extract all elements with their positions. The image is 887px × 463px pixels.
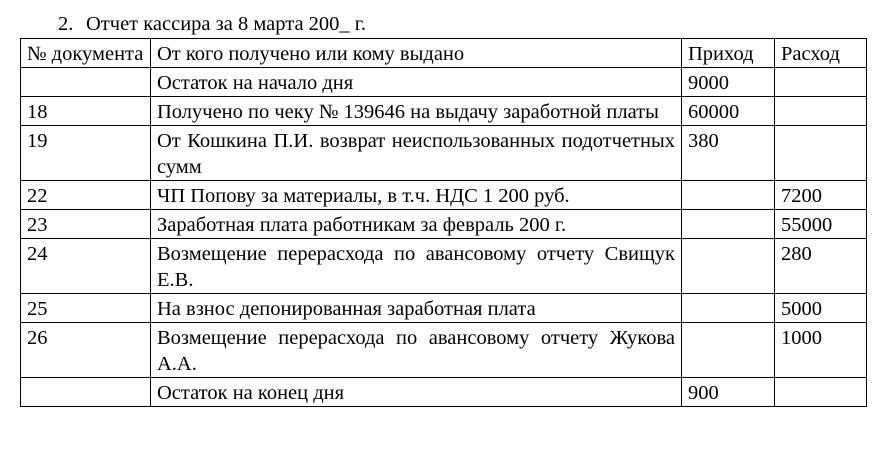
cell-income bbox=[682, 323, 775, 378]
cell-description: Остаток на начало дня bbox=[151, 68, 682, 97]
header-description: От кого получено или кому выдано bbox=[151, 39, 682, 68]
table-row bbox=[21, 378, 867, 407]
cell-income bbox=[682, 239, 775, 294]
cell-description: От Кошкина П.И. возврат неиспользованных подотчетных сумм bbox=[151, 126, 682, 181]
cell-doc: 25 bbox=[21, 294, 151, 323]
cell-description: На взнос депонированная заработная плата bbox=[151, 294, 682, 323]
table-row bbox=[21, 323, 867, 378]
header-income: Приход bbox=[682, 39, 775, 68]
cell-income bbox=[682, 210, 775, 239]
cell-doc: 23 bbox=[21, 210, 151, 239]
cell-expense bbox=[775, 126, 867, 181]
header-expense: Расход bbox=[775, 39, 867, 68]
cell-income: 900 bbox=[682, 378, 775, 407]
cell-income: 60000 bbox=[682, 97, 775, 126]
cell-description: ЧП Попову за материалы, в т.ч. НДС 1 200 руб. bbox=[151, 181, 682, 210]
cell-expense: 1000 bbox=[775, 323, 867, 378]
cell-expense: 280 bbox=[775, 239, 867, 294]
table-row bbox=[21, 239, 867, 294]
heading-number: 2. bbox=[58, 13, 74, 35]
header-doc-number: № документа bbox=[21, 39, 151, 68]
table-row bbox=[21, 126, 867, 181]
cell-expense: 7200 bbox=[775, 181, 867, 210]
cell-doc: 24 bbox=[21, 239, 151, 294]
cell-income: 380 bbox=[682, 126, 775, 181]
cell-expense: 55000 bbox=[775, 210, 867, 239]
cell-expense: 5000 bbox=[775, 294, 867, 323]
table-row bbox=[21, 181, 867, 210]
cell-doc: 26 bbox=[21, 323, 151, 378]
table-row bbox=[21, 68, 867, 97]
cell-income bbox=[682, 294, 775, 323]
table-row bbox=[21, 210, 867, 239]
cell-expense bbox=[775, 68, 867, 97]
cell-income bbox=[682, 181, 775, 210]
cell-description: Получено по чеку № 139646 на выдачу заработной платы bbox=[151, 97, 682, 126]
heading-title: Отчет кассира за 8 марта 200_ г. bbox=[86, 13, 367, 35]
cell-description: Возмещение перерасхода по авансовому отчету Жукова А.А. bbox=[151, 323, 682, 378]
cell-description: Остаток на конец дня bbox=[151, 378, 682, 407]
cell-description: Заработная плата работникам за февраль 200 г. bbox=[151, 210, 682, 239]
table-row bbox=[21, 97, 867, 126]
cell-doc bbox=[21, 378, 151, 407]
report-heading bbox=[58, 12, 366, 36]
cell-doc: 18 bbox=[21, 97, 151, 126]
table-header-row bbox=[21, 39, 867, 68]
cell-doc bbox=[21, 68, 151, 97]
cell-expense bbox=[775, 378, 867, 407]
table-row bbox=[21, 294, 867, 323]
cell-description: Возмещение перерасхода по авансовому отчету Свищук Е.В. bbox=[151, 239, 682, 294]
cell-doc: 22 bbox=[21, 181, 151, 210]
cell-income: 9000 bbox=[682, 68, 775, 97]
cash-report-table bbox=[20, 38, 867, 407]
cell-doc: 19 bbox=[21, 126, 151, 181]
cell-expense bbox=[775, 97, 867, 126]
